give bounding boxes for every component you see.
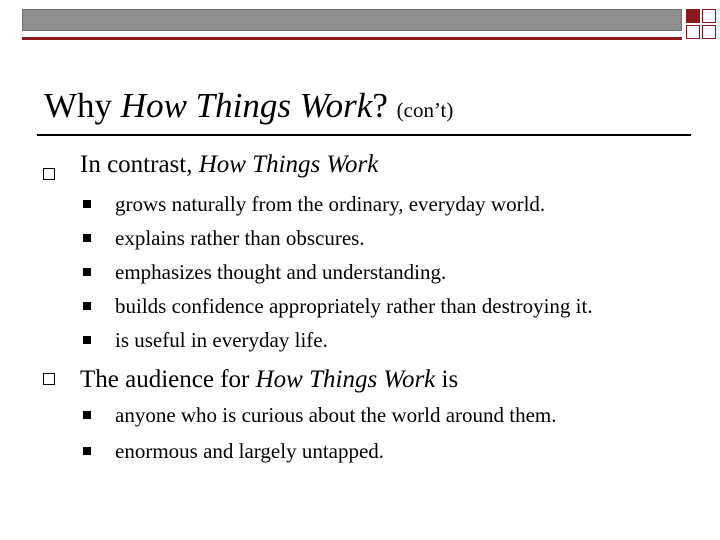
filled-square-bullet-icon bbox=[83, 411, 91, 419]
title-divider bbox=[37, 134, 691, 136]
bullet-book-name: How Things Work bbox=[198, 151, 379, 178]
filled-square-bullet-icon bbox=[83, 234, 91, 242]
sub-bullet-item: emphasizes thought and understanding. bbox=[115, 260, 447, 284]
sub-bullet-item: anyone who is curious about the world around them. bbox=[115, 403, 557, 427]
header-band bbox=[22, 9, 682, 40]
hollow-square-bullet-icon bbox=[43, 168, 55, 180]
corner-square-outline bbox=[686, 25, 700, 39]
title-text-1: Why bbox=[44, 86, 121, 125]
filled-square-bullet-icon bbox=[83, 200, 91, 208]
title-suffix: (con’t) bbox=[396, 98, 454, 122]
corner-square-filled bbox=[686, 9, 700, 23]
sub-bullet-item: explains rather than obscures. bbox=[115, 226, 365, 250]
sub-bullet-item: enormous and largely untapped. bbox=[115, 439, 385, 463]
sub-bullet-item: builds confidence appropriately rather than destroying it. bbox=[115, 294, 593, 318]
title-text-2: ? bbox=[372, 86, 397, 125]
header-band-red-line bbox=[22, 37, 682, 40]
header-band-gray bbox=[22, 9, 682, 31]
slide-title bbox=[44, 86, 453, 130]
filled-square-bullet-icon bbox=[83, 336, 91, 344]
bullet-item bbox=[80, 150, 378, 180]
bullet-text: The audience for bbox=[80, 366, 256, 393]
hollow-square-bullet-icon bbox=[43, 373, 55, 385]
bullet-item bbox=[80, 365, 458, 395]
bullet-suffix: is bbox=[435, 366, 459, 393]
bullet-text: In contrast, bbox=[80, 151, 199, 178]
corner-square-outline bbox=[702, 9, 716, 23]
sub-bullet-item: is useful in everyday life. bbox=[115, 328, 328, 352]
bullet-book-name: How Things Work bbox=[255, 366, 436, 393]
sub-bullet-item: grows naturally from the ordinary, everyday world. bbox=[115, 192, 546, 216]
filled-square-bullet-icon bbox=[83, 447, 91, 455]
filled-square-bullet-icon bbox=[83, 302, 91, 310]
filled-square-bullet-icon bbox=[83, 268, 91, 276]
title-book-name: How Things Work bbox=[120, 86, 373, 125]
corner-square-outline bbox=[702, 25, 716, 39]
